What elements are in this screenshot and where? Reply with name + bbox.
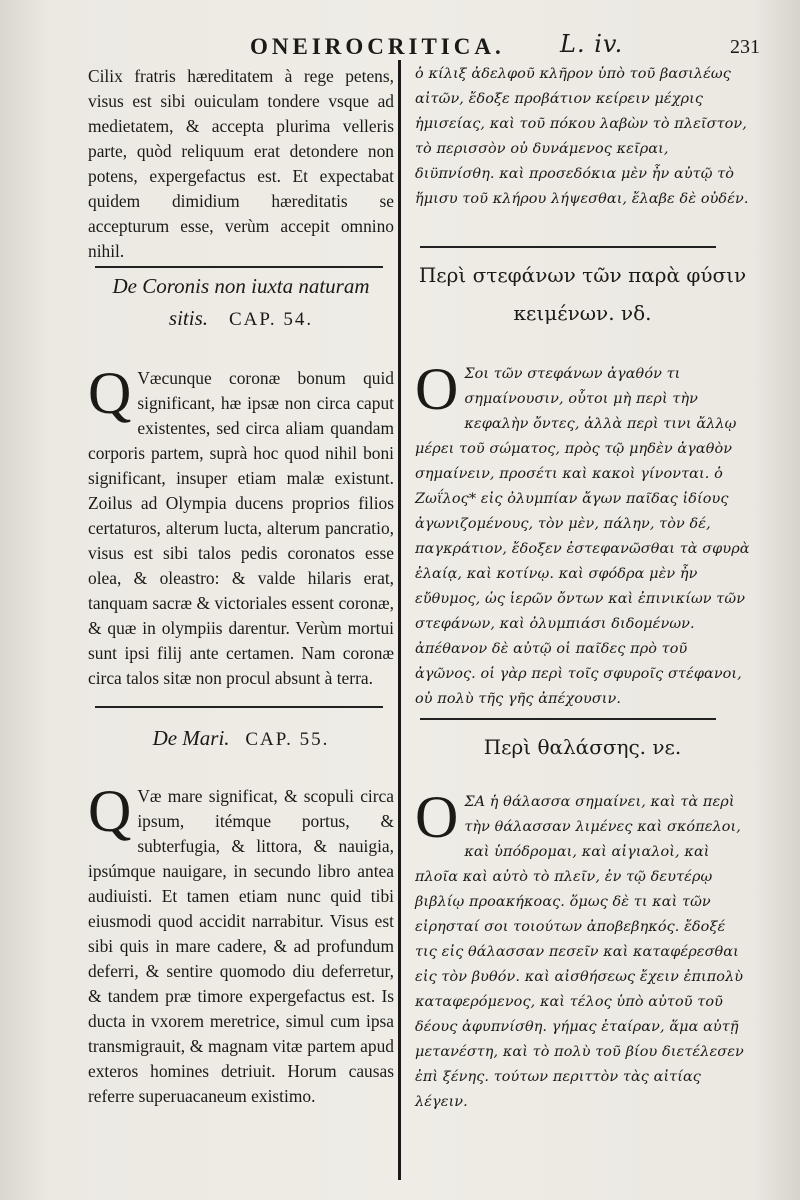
greek-body-cap54 bbox=[415, 356, 750, 712]
latin-title-cap54: De Coronis non iuxta naturam bbox=[112, 274, 370, 298]
greek-title-cap54: Περὶ στεφάνων τῶν παρὰ φύσιν bbox=[418, 263, 747, 287]
greek-title-cap54-line2: κειμένων. νδ. bbox=[513, 301, 652, 325]
greek-heading-cap54 bbox=[415, 256, 750, 332]
latin-title-cap54-line2: sitis. bbox=[168, 306, 208, 330]
section-rule bbox=[95, 266, 383, 268]
greek-title-cap55: Περὶ θαλάσσης. νε. bbox=[483, 735, 682, 759]
greek-continuation-text: ὁ κίλιξ ἀδελφοῦ κλῆρον ὑπὸ τοῦ βασιλέως αἰτῶν, ἔδοξε προβάτιον κείρειν μέχρις ἡμισείας, καὶ τοῦ πόκου λαβὼν τὸ πλεῖστον, τὸ περισσὸν οὐ δυνάμενος κεῖραι, διϋπνίσθη. καὶ προσεδόκια μὲν ἦν αὐτῷ τὸ ἥμισυ τοῦ κλήρου λήψεσθαι, ἔλαβε δὲ οὐδέν. bbox=[415, 66, 749, 207]
greek-body-cap55 bbox=[415, 784, 750, 1115]
latin-heading-cap54 bbox=[88, 270, 394, 336]
section-rule bbox=[420, 246, 716, 248]
latin-chapter-number-54: CAP. 54. bbox=[229, 309, 314, 330]
running-title: ONEIROCRITICA. bbox=[250, 34, 505, 59]
greek-continuation bbox=[415, 62, 750, 212]
page-number: 231 bbox=[730, 36, 760, 58]
latin-body-cap55 bbox=[88, 778, 394, 1109]
latin-text-cap54: Væcunque coronæ bonum quid significant, hæ ipsæ non circa caput existentes, sed circa aliam quandam corporis partem, suprà hoc quod nihil boni significant, insuper etiam malæ existunt. Zoilus ad Olympia ducens proprios filios certaturos, alterum lucta, alterum pancratio, visus est sibi talos pedis coronatos esse olea, & oleastro: & valde hilaris erat, tanquam sacræ & victoriales essent coronæ, & quæ in olympiis darentur. Verùm mortui sunt ipsi filij ante certamen. Nam coronæ circa talos sitæ non procul absunt à terra. bbox=[88, 368, 394, 688]
greek-heading-cap55 bbox=[415, 728, 750, 766]
drop-cap: Ο bbox=[415, 356, 459, 422]
drop-cap: Ο bbox=[415, 784, 459, 850]
greek-text-cap54: Σοι τῶν στεφάνων ἀγαθόν τι σημαίνουσιν, οὗτοι μὴ περὶ τὴν κεφαλὴν ὄντες, ἀλλὰ περὶ τινι ἄλλῳ μέρει τοῦ σώματος, πρὸς τῷ μηδὲν ἀγαθὸν σημαίνειν, προσέτι καὶ κακοὶ γίνονται. ὁ Ζωΐλος* εἰς ὀλυμπίαν ἄγων παῖδας ἰδίους ἀγωνιζομένους, τὸν μὲν, πάλην, τὸν δέ, παγκράτιον, ἔδοξεν ἐστεφανῶσθαι τὰ σφυρὰ ἐλαίᾳ, καὶ κοτίνῳ. καὶ σφόδρα μὲν ἦν εὔθυμος, ὡς ἱερῶν ὄντων καὶ ἐπινικίων τῶν στεφάνων, καὶ ὀλυμπιάσι διδομένων. ἀπέθανον δὲ αὐτῷ οἱ παῖδες πρὸ τοῦ ἀγῶνος. οἱ γὰρ περὶ τοῖς σφυροῖς στέφανοι, οὐ πολὺ τῆς γῆς ἀπέχουσιν. bbox=[415, 366, 750, 707]
greek-text-cap55: ΣΑ ἡ θάλασσα σημαίνει, καὶ τὰ περὶ τὴν θάλασσαν λιμένες καὶ σκόπελοι, καὶ ὑπόδρομαι, καὶ αἰγιαλοὶ, καὶ πλοῖα καὶ αὐτὸ τὸ πλεῖν, ἐν τῷ δευτέρῳ βιβλίῳ προακήκοας. ὅμως δὲ τι καὶ τῶν εἰρησταί σοι τοιούτων ἀποβεβηκός. ἔδοξέ τις εἰς θάλασσαν πεσεῖν καὶ καταφέρεσθαι εἰς τὸν βυθόν. καὶ αἰσθήσεως ἔχειν ἐπιπολὺ καταφερόμενος, καὶ τέλος ὑπὸ αὐτοῦ τοῦ δέους ἀφυπνίσθη. γήμας ἑταίραν, ἅμα αὐτῇ μετανέστη, καὶ τὸ πολὺ τοῦ βίου διετέλεσεν ἐπὶ ξένης. τούτων περιττὸν τὰς αἰτίας λέγειν. bbox=[415, 794, 744, 1110]
page-header bbox=[0, 30, 800, 64]
latin-heading-cap55 bbox=[88, 722, 394, 756]
latin-continuation-text: Cilix fratris hæreditatem à rege petens, visus est sibi ouiculam tondere vsque ad medietatem, & accepta plurima velleris parte, quòd reliquum erat detondere non potens, expergefactus est. Et expectabat quidem dimidium hæreditatis se accepturum esse, verùm accepit omnino nihil. bbox=[88, 66, 394, 261]
section-rule bbox=[95, 706, 383, 708]
column-divider bbox=[398, 60, 401, 1180]
latin-body-cap54 bbox=[88, 360, 394, 691]
latin-continuation bbox=[88, 64, 394, 264]
drop-cap: Q bbox=[88, 360, 132, 426]
section-rule bbox=[420, 718, 716, 720]
latin-title-cap55: De Mari. bbox=[152, 726, 230, 750]
latin-chapter-number-55: CAP. 55. bbox=[245, 729, 330, 750]
handwritten-marginal-note: L. iv. bbox=[560, 30, 624, 58]
latin-text-cap55: Væ mare significat, & scopuli circa ipsum, itémque portus, & subterfugia, & littora, & nauigia, ipsúmque nauigare, in secundo libro antea audiuisti. Et tamen etiam nunc quid tibi eiusmodi quod accidit narrabitur. Visus est sibi quis in mare cadere, & ad profundum deferri, & sentire quomodo diu deferretur, & tandem præ timore expergefactus est. Is ducta in vxorem meretrice, simul cum ipsa transmigrauit, & magnam vitæ partem apud exteros homines detriuit. Horum causas referre superuacaneum existimo. bbox=[88, 786, 394, 1106]
drop-cap: Q bbox=[88, 778, 132, 844]
